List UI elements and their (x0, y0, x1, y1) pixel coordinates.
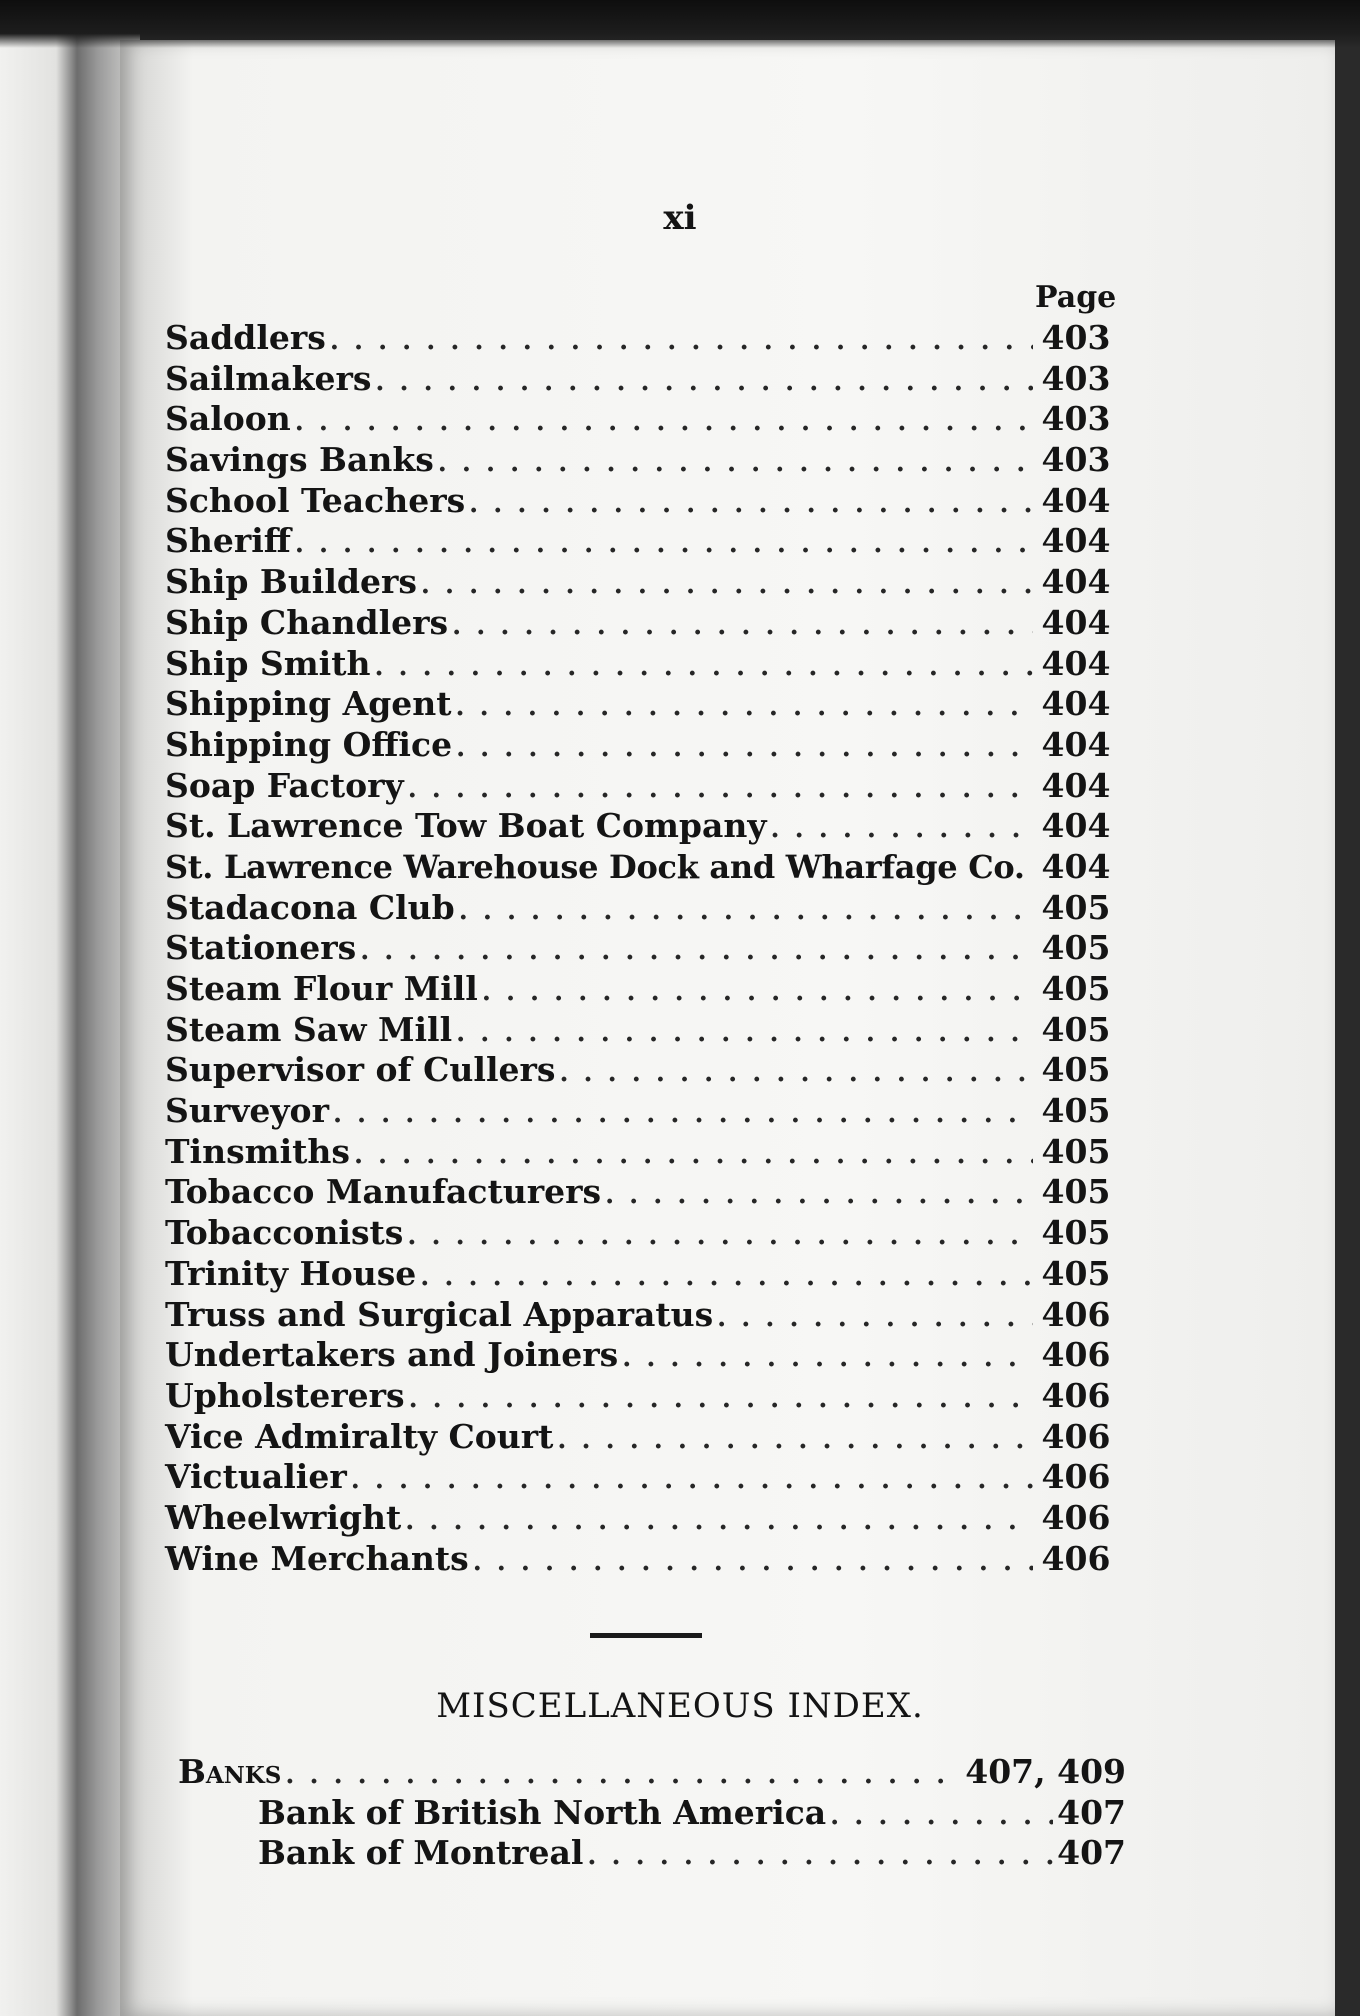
entry-name: Bank of British North America (258, 1792, 827, 1832)
entry-name: Sailmakers (165, 358, 372, 398)
section-divider (590, 1633, 702, 1638)
entry-name: Wine Merchants (165, 1538, 469, 1578)
entry-page: 406 (1041, 1294, 1111, 1334)
index-entry (165, 1172, 1115, 1213)
dot-leader (374, 652, 1033, 682)
entry-page: 404 (1041, 562, 1111, 602)
entry-name: St. Lawrence Warehouse Dock and Wharfage Co. (165, 847, 1025, 886)
index-entry (165, 1376, 1115, 1417)
dot-leader (717, 1303, 1033, 1333)
entry-page: 405 (1041, 887, 1111, 927)
dot-leader (333, 1099, 1033, 1129)
page-number: xi (663, 198, 697, 238)
misc-entry (178, 1752, 1126, 1793)
dot-leader (830, 1801, 1053, 1831)
entry-page: 403 (1041, 318, 1111, 357)
entry-page: 404 (1041, 480, 1111, 520)
index-entry (165, 1335, 1115, 1376)
misc-index-entries (178, 1752, 1126, 1874)
entry-page: 404 (1041, 806, 1111, 846)
index-entry (165, 847, 1115, 888)
dot-leader (360, 936, 1033, 966)
entry-name: Saloon (165, 399, 291, 439)
entry-name: Truss and Surgical Apparatus (165, 1294, 714, 1334)
entry-name: Banks (178, 1752, 282, 1791)
entry-name: Sheriff (165, 521, 291, 561)
index-entry (165, 1498, 1115, 1539)
dot-leader (330, 326, 1033, 356)
index-entry (165, 603, 1115, 644)
entry-name: Steam Flour Mill (165, 969, 478, 1008)
index-entry (165, 1295, 1115, 1336)
entry-name: Shipping Agent (165, 684, 452, 724)
entry-page: 405 (1041, 1131, 1111, 1171)
index-entry (165, 725, 1115, 766)
index-entry (165, 562, 1115, 603)
dot-leader (408, 774, 1033, 804)
entry-name: Steam Saw Mill (165, 1009, 453, 1049)
index-entry (165, 440, 1115, 481)
entry-page: 405 (1041, 1213, 1111, 1253)
entry-page: 403 (1041, 358, 1111, 398)
misc-index-heading: MISCELLANEOUS INDEX. (436, 1686, 924, 1726)
index-entry (165, 318, 1115, 359)
entry-name: Supervisor of Cullers (165, 1050, 556, 1090)
index-entry (165, 644, 1115, 685)
entry-name: Savings Banks (165, 440, 434, 480)
index-entry (165, 1010, 1115, 1051)
entry-name: Upholsterers (165, 1375, 405, 1415)
dot-leader (420, 1262, 1033, 1292)
index-entry (165, 928, 1115, 969)
index-entry (165, 1213, 1115, 1254)
entry-page: 404 (1041, 521, 1111, 561)
entry-name: Stationers (165, 928, 357, 968)
entry-name: Ship Smith (165, 643, 371, 683)
entry-page: 407 (1057, 1792, 1126, 1832)
entry-page: 403 (1041, 399, 1111, 439)
entry-name: Ship Builders (165, 562, 417, 602)
entry-name: Tobacco Manufacturers (165, 1172, 602, 1212)
top-edge-shadow (0, 0, 1360, 48)
entry-page: 406 (1041, 1457, 1111, 1497)
entry-page: 404 (1041, 724, 1111, 764)
entry-name: Tobacconists (165, 1213, 404, 1253)
entry-page: 407 (1057, 1833, 1126, 1873)
entry-name: Ship Chandlers (165, 602, 449, 642)
entry-page: 404 (1041, 602, 1111, 642)
dot-leader (482, 977, 1033, 1007)
dot-leader (405, 1506, 1033, 1536)
entry-name: Stadacona Club (165, 887, 455, 927)
index-entry (165, 1539, 1115, 1580)
dot-leader (622, 1343, 1033, 1373)
entry-page: 405 (1041, 969, 1111, 1008)
dot-leader (354, 1140, 1033, 1170)
dot-leader (285, 1760, 961, 1790)
dot-leader (452, 611, 1033, 641)
index-entries (165, 318, 1115, 1579)
entry-name: Shipping Office (165, 724, 453, 764)
dot-leader (295, 529, 1033, 559)
entry-name: Tinsmiths (165, 1131, 350, 1171)
index-entry (165, 1091, 1115, 1132)
page-column-header: Page (1035, 280, 1117, 315)
dot-leader (421, 570, 1033, 600)
index-entry (165, 806, 1115, 847)
dot-leader (469, 489, 1033, 519)
entry-name: Undertakers and Joiners (165, 1335, 619, 1375)
dot-leader (351, 1465, 1033, 1495)
entry-name: Wheelwright (165, 1497, 402, 1537)
index-entry (165, 1457, 1115, 1498)
dot-leader (409, 1384, 1033, 1414)
dot-leader (557, 1425, 1033, 1455)
dot-leader (456, 692, 1033, 722)
entry-page: 405 (1041, 1091, 1111, 1131)
entry-page: 405 (1041, 1253, 1111, 1293)
entry-page: 406 (1041, 1538, 1111, 1578)
index-entry (165, 1132, 1115, 1173)
dot-leader (456, 1018, 1033, 1048)
dot-leader (559, 1058, 1033, 1088)
entry-name: Victualier (165, 1457, 347, 1497)
index-entry (165, 969, 1115, 1010)
dot-leader (771, 814, 1033, 844)
entry-page: 404 (1041, 765, 1111, 805)
dot-leader (407, 1221, 1033, 1251)
dot-leader (587, 1841, 1053, 1871)
entry-name: Vice Admiralty Court (165, 1416, 554, 1456)
entry-page: 406 (1041, 1416, 1111, 1456)
dot-leader (438, 448, 1033, 478)
index-entry (165, 684, 1115, 725)
entry-page: 405 (1041, 1050, 1111, 1090)
entry-page: 404 (1041, 684, 1111, 724)
entry-name: Bank of Montreal (258, 1833, 584, 1873)
entry-name: Surveyor (165, 1091, 329, 1131)
entry-page: 403 (1041, 440, 1111, 480)
dot-leader (456, 733, 1033, 763)
index-entry (165, 481, 1115, 522)
index-entry (165, 1417, 1115, 1458)
entry-name: Saddlers (165, 318, 326, 357)
dot-leader (473, 1547, 1033, 1577)
index-entry (165, 888, 1115, 929)
dot-leader (295, 407, 1033, 437)
entry-page: 405 (1041, 928, 1111, 968)
misc-entry (178, 1793, 1126, 1834)
entry-page: 407, 409 (965, 1752, 1126, 1791)
index-entry (165, 359, 1115, 400)
entry-page: 405 (1041, 1172, 1111, 1212)
entry-name: St. Lawrence Tow Boat Company (165, 806, 767, 846)
misc-entry (178, 1833, 1126, 1874)
index-entry (165, 1254, 1115, 1295)
entry-name: Soap Factory (165, 765, 404, 805)
entry-page: 404 (1041, 643, 1111, 683)
dot-leader (459, 896, 1033, 926)
entry-page: 404 (1041, 846, 1111, 886)
dot-leader (605, 1180, 1033, 1210)
index-entry (165, 399, 1115, 440)
entry-page: 406 (1041, 1497, 1111, 1537)
dot-leader (375, 367, 1033, 397)
entry-page: 405 (1041, 1009, 1111, 1049)
entry-name: Trinity House (165, 1253, 417, 1293)
entry-page: 406 (1041, 1335, 1111, 1375)
index-entry (165, 521, 1115, 562)
entry-page: 406 (1041, 1375, 1111, 1415)
entry-name: School Teachers (165, 480, 466, 520)
index-entry (165, 1050, 1115, 1091)
index-entry (165, 766, 1115, 807)
